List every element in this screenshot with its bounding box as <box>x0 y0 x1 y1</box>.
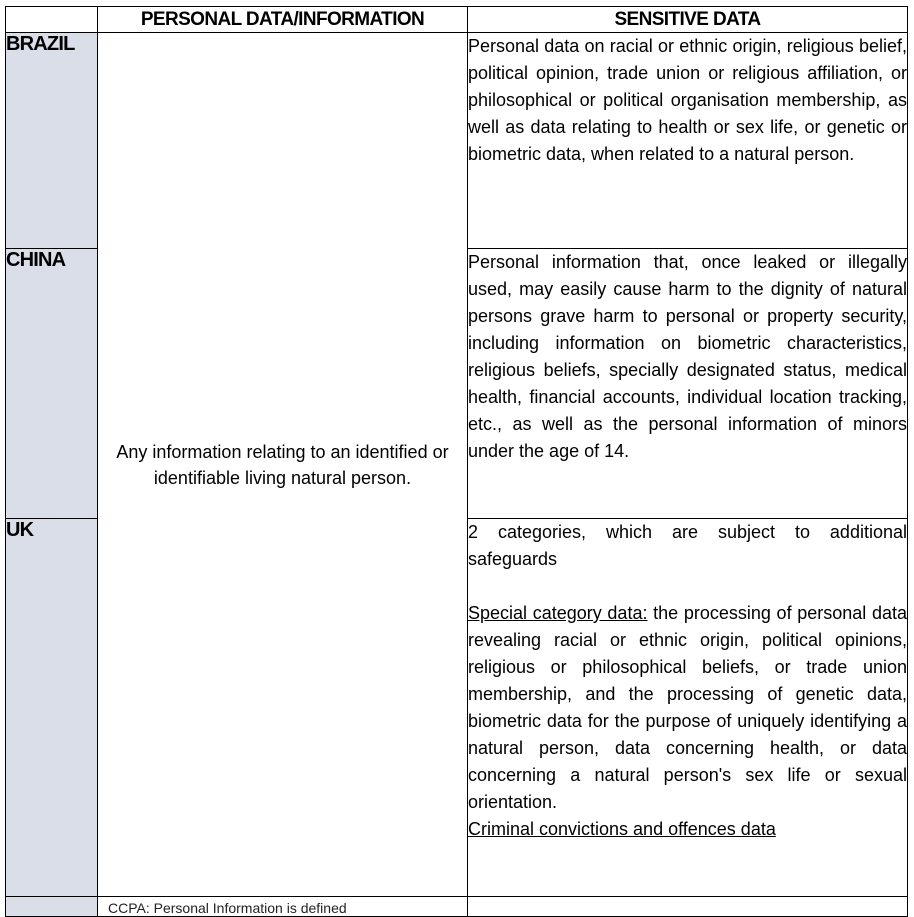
personal-data-definition: Any information relating to an identified or identifiable living natural person. <box>98 33 468 897</box>
sensitive-data-partial <box>468 897 908 917</box>
header-personal-data: PERSONAL DATA/INFORMATION <box>98 7 468 33</box>
header-sensitive-data: SENSITIVE DATA <box>468 7 908 33</box>
sensitive-text-brazil: Personal data on racial or ethnic origin, religious belief, political opinion, trade union or religious affiliation, or philosophical or political organisation membership, as well as data relating to health or sex life, or genetic or biometric data, when related to a natural person. <box>468 36 907 164</box>
paragraph-gap <box>468 573 907 600</box>
table-row-partial <box>6 897 908 917</box>
personal-data-partial <box>98 897 468 917</box>
country-label-brazil: BRAZIL <box>6 33 98 249</box>
uk-criminal-category <box>468 816 907 843</box>
table-row-brazil <box>6 33 908 249</box>
header-country-cell <box>6 7 98 33</box>
sensitive-text-china: Personal information that, once leaked or illegally used, may easily cause harm to the dignity of natural persons grave harm to personal or property security, including information on biometric characteristics, religious beliefs, specially designated status, medical health, financial accounts, individual location tracking, etc., as well as the personal information of minors under the age of 14. <box>468 252 907 461</box>
uk-intro-text: 2 categories, which are subject to additional safeguards <box>468 522 907 569</box>
uk-special-category <box>468 600 907 816</box>
country-label-partial <box>6 897 98 917</box>
data-definitions-table <box>5 6 908 917</box>
country-label-uk: UK <box>6 519 98 897</box>
header-row <box>6 7 908 33</box>
criminal-convictions-label: Criminal convictions and offences data <box>468 819 776 839</box>
country-label-china: CHINA <box>6 249 98 519</box>
sensitive-data-uk <box>468 519 908 897</box>
sensitive-data-brazil <box>468 33 908 249</box>
sensitive-data-china <box>468 249 908 519</box>
special-category-text: the processing of personal data revealing racial or ethnic origin, political opinions, religious or philosophical beliefs, or trade union membership, and the processing of genetic data, biometric data for the purpose of uniquely identifying a natural person, data concerning health, or data concerning a natural person's sex life or sexual orientation. <box>468 603 907 812</box>
special-category-label: Special category data: <box>468 603 648 623</box>
partial-row-text: CCPA: Personal Information is defined <box>108 900 347 916</box>
